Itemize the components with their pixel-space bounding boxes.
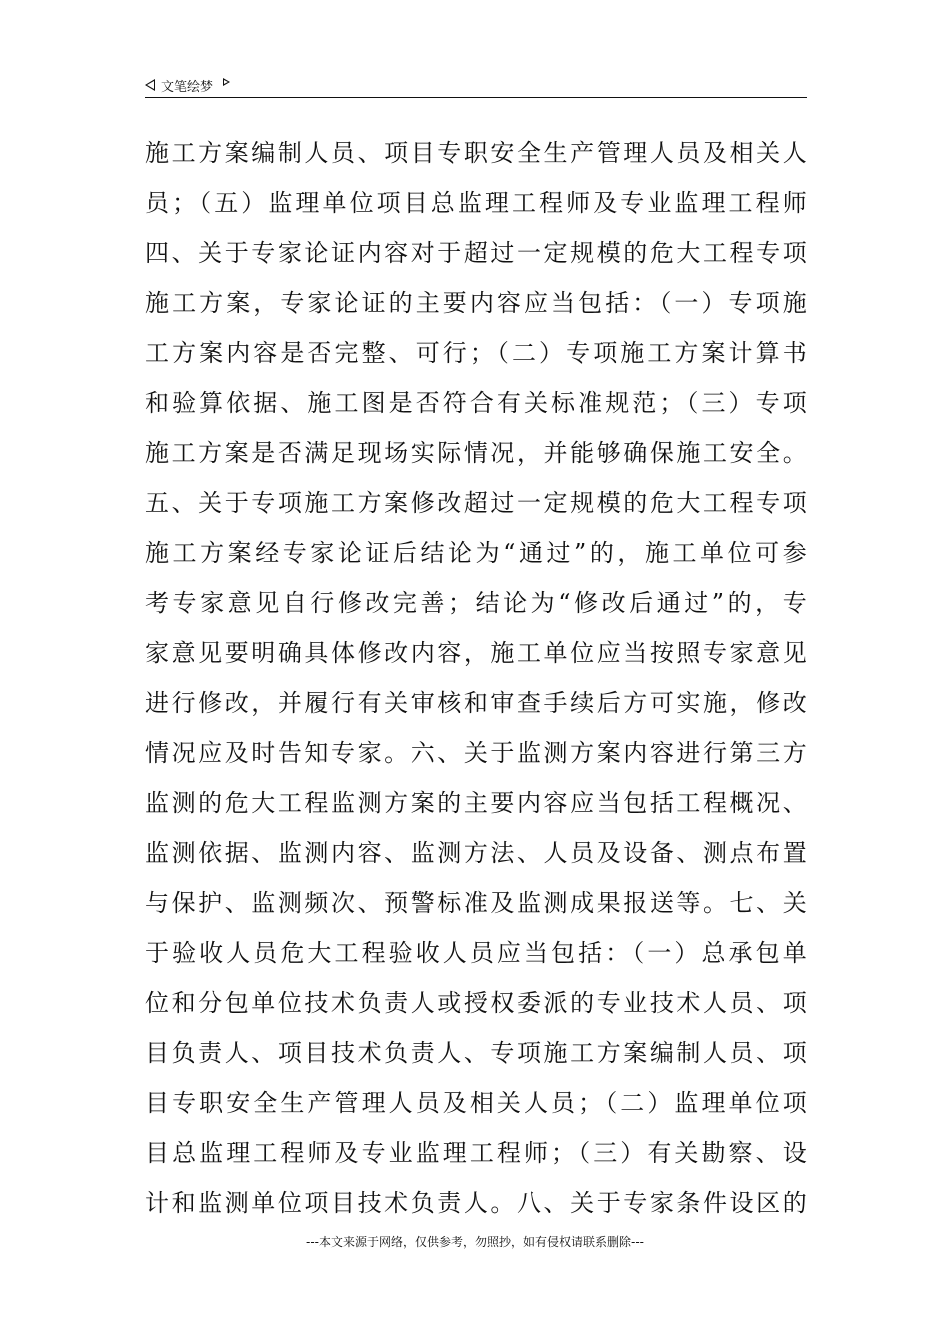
body-line: 与保护、监测频次、预警标准及监测成果报送等。七、关	[145, 889, 807, 917]
body-line: 情况应及时告知专家。六、关于监测方案内容进行第三方	[145, 739, 807, 767]
body-line: 目总监理工程师及专业监理工程师；（三）有关勘察、设	[145, 1139, 807, 1167]
body-line: 目负责人、项目技术负责人、专项施工方案编制人员、项	[145, 1039, 807, 1067]
body-line: 考专家意见自行修改完善；结论为“修改后通过”的，专	[145, 589, 807, 617]
body-line: 工方案内容是否完整、可行；（二）专项施工方案计算书	[145, 339, 807, 367]
page-footer: ---本文来源于网络，仅供参考，勿照抄，如有侵权请联系删除---	[306, 1235, 644, 1249]
body-line: 四、关于专家论证内容对于超过一定规模的危大工程专项	[145, 239, 807, 267]
body-line: 施工方案编制人员、项目专职安全生产管理人员及相关人	[145, 139, 807, 167]
header-title: 文笔绘梦	[161, 79, 214, 95]
document-body	[145, 128, 807, 1228]
body-line: 位和分包单位技术负责人或授权委派的专业技术人员、项	[145, 989, 807, 1017]
page-header	[145, 72, 807, 98]
body-line: 施工方案经专家论证后结论为“通过”的，施工单位可参	[145, 539, 807, 567]
body-line: 和验算依据、施工图是否符合有关标准规范；（三）专项	[145, 389, 807, 417]
body-line: 监测依据、监测内容、监测方法、人员及设备、测点布置	[145, 839, 807, 867]
body-line: 家意见要明确具体修改内容，施工单位应当按照专家意见	[145, 639, 807, 667]
triangle-left-icon	[145, 79, 155, 91]
body-line: 员；（五）监理单位项目总监理工程师及专业监理工程师	[145, 189, 807, 217]
body-line: 监测的危大工程监测方案的主要内容应当包括工程概况、	[145, 789, 807, 817]
body-line: 施工方案是否满足现场实际情况，并能够确保施工安全。	[145, 439, 807, 467]
body-line: 进行修改，并履行有关审核和审查手续后方可实施，修改	[145, 689, 807, 717]
body-line: 目专职安全生产管理人员及相关人员；（二）监理单位项	[145, 1089, 807, 1117]
body-line: 于验收人员危大工程验收人员应当包括：（一）总承包单	[145, 939, 807, 967]
header-divider	[145, 97, 807, 98]
body-line: 五、关于专项施工方案修改超过一定规模的危大工程专项	[145, 489, 807, 517]
body-line: 施工方案，专家论证的主要内容应当包括：（一）专项施	[145, 289, 807, 317]
body-line: 计和监测单位项目技术负责人。八、关于专家条件设区的	[145, 1189, 807, 1217]
triangle-right-icon	[223, 78, 230, 86]
